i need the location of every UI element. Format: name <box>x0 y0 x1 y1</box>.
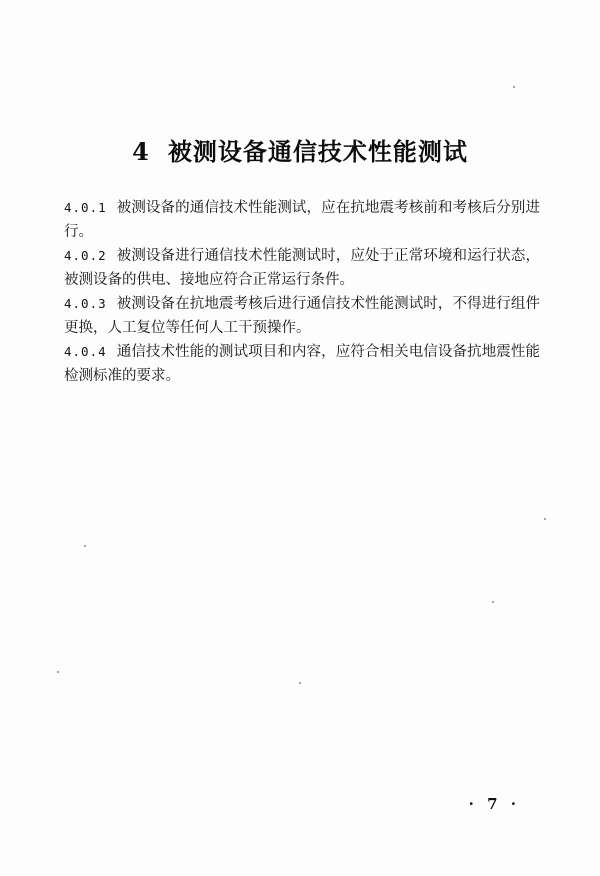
clause-list <box>64 196 540 388</box>
clause-text: 被测设备进行通信技术性能测试时，应处于正常环境和运行状态，被测设备的供电、接地应符合正常运行条件。 <box>64 248 540 288</box>
clause-number: 4.0.3 <box>64 296 107 311</box>
clause-number: 4.0.2 <box>64 248 107 263</box>
scan-speck <box>299 682 301 684</box>
scan-speck <box>492 601 494 603</box>
chapter-title <box>0 132 600 167</box>
chapter-title-text: 被测设备通信技术性能测试 <box>167 138 468 167</box>
scan-speck <box>544 518 546 520</box>
scan-speck <box>57 671 59 673</box>
clause-text: 被测设备的通信技术性能测试，应在抗地震考核前和考核后分别进行。 <box>64 200 540 240</box>
clause-number: 4.0.1 <box>64 200 107 215</box>
clause-4-0-1 <box>64 196 540 244</box>
clause-text: 通信技术性能的测试项目和内容，应符合相关电信设备抗地震性能检测标准的要求。 <box>64 344 540 384</box>
clause-text: 被测设备在抗地震考核后进行通信技术性能测试时，不得进行组件更换，人工复位等任何人工干预操作。 <box>64 296 540 336</box>
clause-4-0-4 <box>64 340 540 388</box>
chapter-number: 4 <box>132 137 150 167</box>
clause-number: 4.0.4 <box>64 344 107 359</box>
scan-speck <box>513 86 515 88</box>
clause-4-0-3 <box>64 292 540 340</box>
clause-4-0-2 <box>64 244 540 292</box>
page-number: · 7 · <box>468 795 520 813</box>
scan-speck <box>84 545 86 547</box>
